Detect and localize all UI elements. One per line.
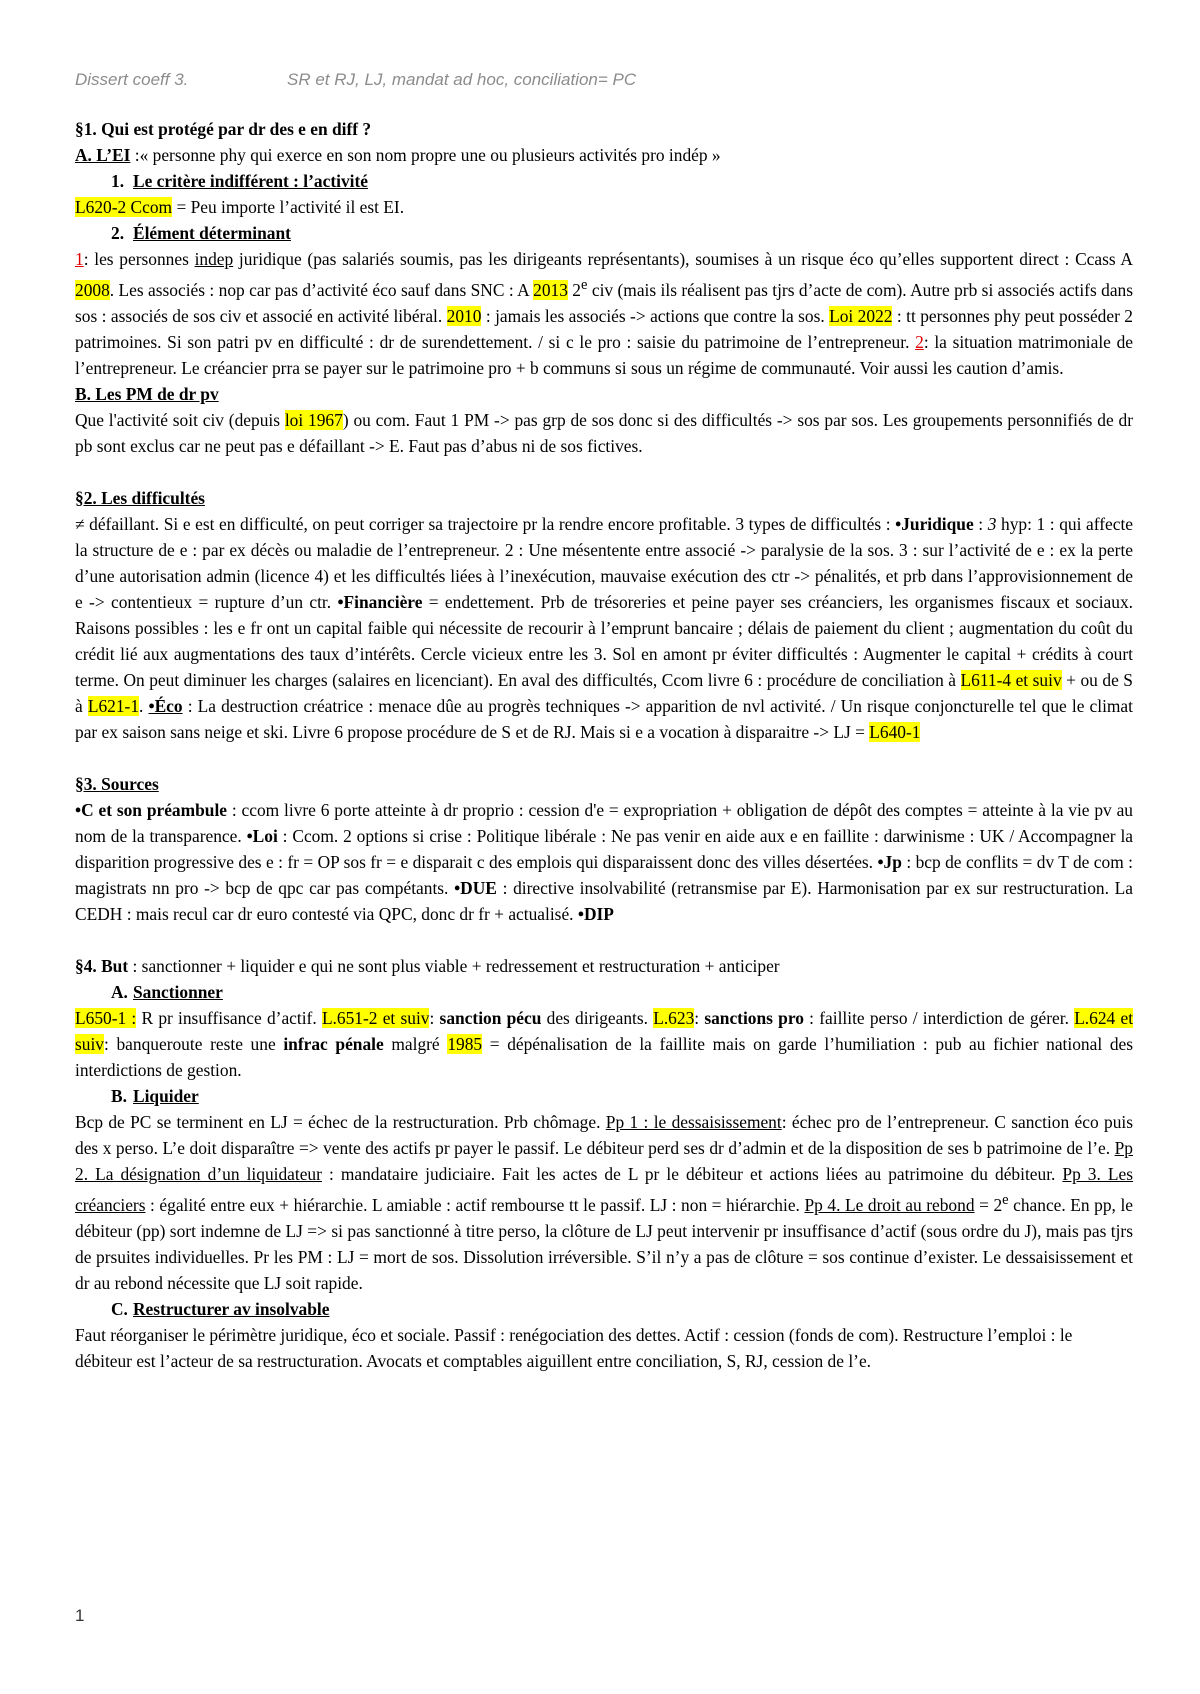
bullet-financiere: •Financière: [337, 591, 423, 612]
s4-b-paragraph: [75, 1109, 1133, 1296]
text-run: : jamais les associés -> actions que contre la sos.: [481, 305, 830, 326]
ref-l624: L.624 et suiv: [75, 1007, 1134, 1054]
text-run: ≠ défaillant. Si e est en difficulté, on peut corriger sa trajectoire pr la rendre encore profitable. 3 types de difficultés :: [75, 513, 896, 534]
text-run: hyp: 1 : qui affecte la structure de e : par ex décès ou maladie de l’entrepreneur. 2 : Une mésentente entre associé -> paralysie de la sos. 3 : sur l’activité de e : ex la perte d’une autorisation admin (licence 4) et les difficultés liées à l’inexécution, mauvaise exécution des ctr -> pénalités, et prb dans l’approvisionnement de e -> contentieux = rupture d’un ctr.: [75, 513, 1134, 612]
section-2-title: §2. Les difficultés: [75, 487, 205, 508]
ref-l620-2: L620-2 Ccom: [75, 197, 173, 217]
text-run: : Ccom. 2 options si crise : Politique libérale : Ne pas venir en aide aux e en faillite : darwinisme : UK / Accompagner la disparition progressive des e : fr = OP sos fr = e disparait c des emplois qui disparaissent donc des villes désertées.: [75, 825, 1134, 872]
bullet-dip: •DIP: [577, 903, 614, 924]
text-run: malgré: [383, 1033, 448, 1054]
s4-a-paragraph: [75, 1005, 1133, 1083]
hyp-count: 3: [987, 513, 997, 534]
marker-2: 2: [915, 331, 924, 352]
s1-item2-heading: [75, 220, 1133, 246]
text-run: des dirigeants.: [541, 1007, 654, 1028]
text-run: :: [429, 1007, 440, 1028]
s1-item1-heading: [75, 168, 1133, 194]
text-run: : la situation matrimoniale de l’entrepreneur. Le créancier prra se payer sur le patrimoine pro + b communs si sous un régime de communauté. Voir aussi les caution d’amis.: [75, 331, 1133, 378]
text-run: : échec pro de l’entrepreneur. C sanction éco puis des x perso. L’e doit disparaître => vente des actifs pr payer le passif. Le débiteur perd ses dr d’admin et de la disposition de ses b patrimoine de l’e.: [75, 1111, 1133, 1158]
s1-b-paragraph: [75, 407, 1133, 459]
text-run: R pr insuffisance d’actif.: [136, 1007, 322, 1028]
year-2013: 2013: [533, 279, 568, 300]
spacer: [75, 927, 1133, 953]
s4-c-title: Restructurer av insolvable: [133, 1298, 330, 1319]
marker-1: 1: [75, 249, 84, 269]
section-4-line: [75, 953, 1133, 979]
text-run: : La destruction créatrice : menace dûe au progrès techniques -> apparition de nvl activité. / Un risque conjoncturelle tel que le climat par ex saison sans neige et ski. Livre 6 propose procédure de S et de RJ. Mais si e a vocation à disparaitre -> LJ =: [75, 695, 1133, 742]
s4-b-title: Liquider: [133, 1085, 199, 1106]
text-run: :: [694, 1007, 705, 1028]
bullet-eco: •Éco: [148, 695, 183, 716]
year-1985: 1985: [447, 1033, 483, 1054]
s1-b-title: B. Les PM de dr pv: [75, 383, 219, 404]
s4-b-num: B.: [111, 1085, 127, 1106]
principle-4: Pp 4. Le droit au rebond: [804, 1194, 975, 1215]
superscript-e: e: [581, 277, 588, 293]
spacer: [75, 745, 1133, 771]
text-run: civ (mais ils réalisent pas tjrs d’acte de com). Autre prb si associés actifs dans sos : associés de sos civ et associé en activité libéral.: [75, 279, 1134, 326]
ref-l650-1: L650-1 :: [75, 1007, 137, 1028]
sanction-pecu: sanction pécu: [439, 1007, 542, 1028]
text-run: . Les associés : nop car pas d’activité éco sauf dans SNC : A: [109, 279, 534, 300]
s4-a-title: Sanctionner: [133, 981, 223, 1002]
superscript-e: e: [1002, 1191, 1009, 1208]
ref-l640-1: L640-1: [869, 721, 921, 742]
s1-item1-text: [75, 194, 1133, 220]
s1-a-line: [75, 142, 1133, 168]
principle-1: Pp 1 : le dessaisissement: [605, 1111, 782, 1132]
s4-b-heading: [75, 1083, 1133, 1109]
bullet-constitution: •C et son préambule: [75, 799, 228, 820]
bullet-juridique: •Juridique: [895, 513, 974, 534]
text-run: : égalité entre eux + hiérarchie. L amiable : actif rembourse tt le passif. LJ : non = hiérarchie.: [145, 1194, 805, 1215]
page-number: 1: [75, 1606, 85, 1625]
word-indep: indep: [194, 249, 234, 269]
section-4-intro: : sanctionner + liquider e qui ne sont plus viable + redressement et restructuration + anticiper: [128, 955, 780, 976]
bullet-jp: •Jp: [877, 851, 902, 872]
year-2010: 2010: [446, 305, 482, 326]
bullet-due: •DUE: [454, 877, 497, 898]
text-run: : directive insolvabilité (retransmise par E). Harmonisation par ex sur restructuration. La CEDH : mais recul car dr euro contesté via QPC, donc dr fr + actualisé.: [75, 877, 1133, 924]
section-4-title: §4. But: [75, 955, 129, 976]
ref-l651-2: L.651-2 et suiv: [321, 1007, 430, 1028]
s1-item1-title: Le critère indifférent : l’activité: [133, 171, 368, 191]
s4-c-heading: [75, 1296, 1133, 1322]
s1-item2-title: Élément déterminant: [133, 223, 291, 243]
text-run: : mandataire judiciaire. Fait les actes de L pr le débiteur et actions liées au patrimoine du débiteur.: [321, 1163, 1063, 1184]
header-left: Dissert coeff 3.: [75, 70, 189, 89]
s4-c-paragraph: Faut réorganiser le périmètre juridique, éco et sociale. Passif : renégociation des dettes. Actif : cession (fonds de com). Restructure l’emploi : le débiteur est l’acteur de sa restructuration. Avocats et comptables aiguillent entre conciliation, S, RJ, cession de l’e.: [75, 1324, 1073, 1371]
s4-a-num: A.: [111, 981, 128, 1002]
text-run: 2: [567, 279, 582, 300]
section-1-title: §1. Qui est protégé par dr des e en diff ?: [75, 119, 372, 139]
text-run: : bcp de conflits = dv T de com : magistrats nn pro -> bcp de qpc car pas compétants.: [75, 851, 1133, 898]
text-run: Que l'activité soit civ (depuis: [75, 409, 285, 430]
text-run: ) ou com. Faut 1 PM -> pas grp de sos donc si des difficultés -> sos par sos. Les groupements personnifiés de dr pb sont exclus car ne peut pas e défaillant -> E. Faut pas d’abus ni de sos fictives.: [75, 409, 1133, 456]
text-run: :: [973, 513, 988, 534]
year-2008: 2008: [75, 279, 110, 300]
s1-item1-body: = Peu importe l’activité il est EI.: [172, 197, 405, 217]
s1-a-label: A. L’EI: [75, 145, 131, 165]
text-run: = dépénalisation de la faillite mais on garde l’humiliation : pub au fichier national des interdictions de gestion.: [75, 1033, 1133, 1080]
document-body: [75, 116, 1133, 1374]
text-run: chance. En pp, le débiteur (pp) sort indemne de LJ => si pas sanctionné à titre perso, la clôture de LJ peut intervenir pr insuffisance d’actif (sous ordre du J), mais pas tjrs de prsuites individuelles. Pr les PM : LJ = mort de sos. Dissolution irréversible. S’il n’y a pas de clôture = sos continue d’exister. Le dessaisissement et dr au rebond nécessite que LJ soit rapide.: [75, 1194, 1134, 1293]
text-run: = endettement. Prb de trésoreries et peine payer ses créanciers, les organismes fiscaux et sociaux. Raisons possibles : les e fr ont un capital faible qui nécessite de recourir à l’emprunt bancaire ; délais de paiement du client ; augmentation du coût du crédit lié aux augmentations des taux d’intérêts. Cercle vicieux entre les 3. Sol en amont pr éviter difficultés : Augmenter le capital + crédits à court terme. On peut diminuer les charges (salaires en licenciant). En aval des difficultés, Ccom livre 6 : procédure de conciliation à: [75, 591, 1133, 690]
page-header: [75, 70, 1135, 94]
text-run: juridique (pas salariés soumis, pas les dirigeants représentants), soumises à un risque éco qu’elles supportent direct : Ccass A: [233, 249, 1133, 269]
text-run: : tt personnes phy peut posséder 2 patrimoines. Si son patri pv en difficulté : dr de surendettement. / si c le pro : saisie du patrimoine de l’entrepreneur.: [75, 305, 1134, 352]
text-run: : les personnes: [83, 249, 195, 269]
ref-l623: L.623: [653, 1007, 695, 1028]
s1-a-text: :« personne phy qui exerce en son nom propre une ou plusieurs activités pro indép »: [130, 145, 721, 165]
s3-paragraph: [75, 797, 1133, 927]
ref-l621-1: L621-1: [87, 695, 140, 716]
principle-2: Pp 2. La désignation d’un liquidateur: [75, 1137, 1133, 1184]
loi-1967: loi 1967: [284, 409, 343, 430]
ref-l611-4: L611-4 et suiv: [960, 669, 1062, 690]
section-3-title: §3. Sources: [75, 773, 159, 794]
text-run: .: [139, 695, 149, 716]
bullet-loi: •Loi: [246, 825, 278, 846]
s4-c-num: C.: [111, 1298, 128, 1319]
text-run: + ou de S à: [75, 669, 1133, 716]
text-run: : faillite perso / interdiction de gérer.: [803, 1007, 1075, 1028]
s1-item2-paragraph: [75, 246, 1133, 381]
text-run: : ccom livre 6 porte atteinte à dr proprio : cession d'e = expropriation + obligation de dépôt des comptes = atteinte à la vie pv au nom de la transparence.: [75, 799, 1133, 846]
header-right: SR et RJ, LJ, mandat ad hoc, conciliation= PC: [287, 70, 637, 89]
loi-2022: Loi 2022: [829, 305, 893, 326]
s4-a-heading: [75, 979, 1133, 1005]
text-run: : banqueroute reste une: [104, 1033, 284, 1054]
sanctions-pro: sanctions pro: [704, 1007, 804, 1028]
text-run: = 2: [974, 1194, 1003, 1215]
spacer: [75, 459, 1133, 485]
s1-item2-num: 2.: [111, 223, 125, 243]
s2-paragraph: [75, 511, 1133, 745]
s1-item1-num: 1.: [111, 171, 125, 191]
infrac-penale: infrac pénale: [283, 1033, 384, 1054]
principle-3: Pp 3. Les créanciers: [75, 1163, 1133, 1215]
text-run: Bcp de PC se terminent en LJ = échec de la restructuration. Prb chômage.: [75, 1111, 606, 1132]
